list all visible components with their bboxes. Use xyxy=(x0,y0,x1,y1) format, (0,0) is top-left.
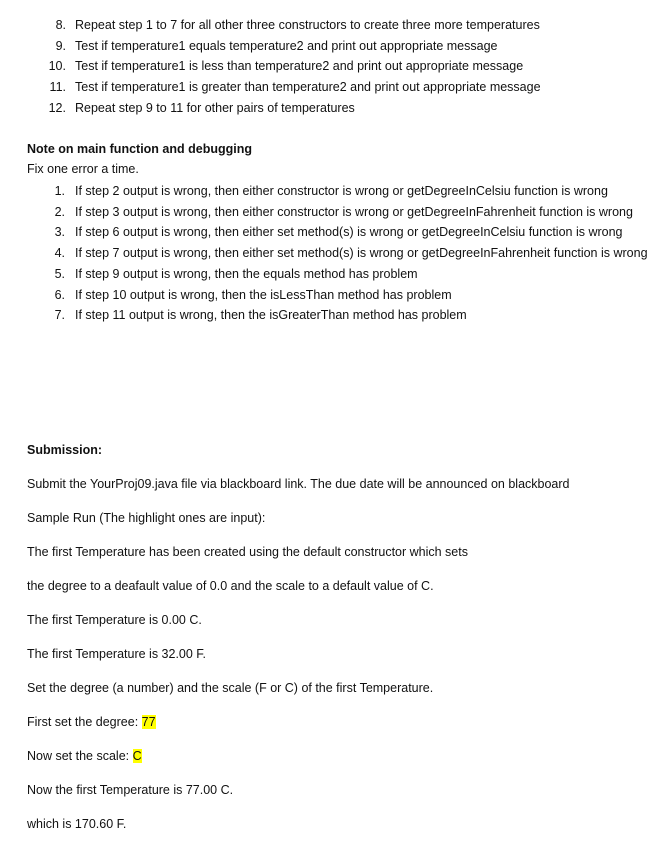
list-item-text: Test if temperature1 equals temperature2 and print out appropriate message xyxy=(75,38,498,53)
list-item-number: 7. xyxy=(54,308,65,323)
list-item-text: Repeat step 9 to 11 for other pairs of temperatures xyxy=(75,100,355,115)
list-item xyxy=(0,77,664,98)
list-item-number: 12. xyxy=(48,100,66,115)
sample-output-line: the degree to a deafault value of 0.0 and the scale to a default value of C. xyxy=(27,579,434,593)
submission-instruction: Submit the YourProj09.java file via blackboard link. The due date will be announced on blackboard xyxy=(27,477,570,491)
list-item-number: 11. xyxy=(49,80,66,95)
sample-output-line: The first Temperature is 0.00 C. xyxy=(27,613,202,627)
list-item-text: If step 10 output is wrong, then the isLessThan method has problem xyxy=(75,287,452,302)
notes-intro: Fix one error a time. xyxy=(27,162,139,176)
steps-list xyxy=(0,15,664,118)
list-item xyxy=(0,222,664,243)
list-item-number: 6. xyxy=(54,287,65,302)
list-item xyxy=(0,15,664,36)
list-item-number: 8. xyxy=(55,18,66,32)
list-item-number: 4. xyxy=(54,246,65,261)
sample-output-line: Now the first Temperature is 77.00 C. xyxy=(27,783,234,797)
list-item-text: If step 3 output is wrong, then either constructor is wrong or getDegreeInFahrenheit function is wrong xyxy=(75,204,633,219)
list-item xyxy=(0,181,664,202)
scale-input-highlight: C xyxy=(132,749,142,763)
sample-output-line: The first Temperature has been created using the default constructor which sets xyxy=(27,545,468,559)
scale-prompt-line xyxy=(27,749,142,763)
sample-output-line: which is 170.60 F. xyxy=(27,817,127,831)
list-item-text: If step 9 output is wrong, then the equals method has problem xyxy=(75,266,418,281)
sample-output-line: Set the degree (a number) and the scale (F or C) of the first Temperature. xyxy=(27,681,434,695)
list-item-number: 1. xyxy=(54,184,65,198)
list-item xyxy=(0,36,664,57)
degree-prompt: First set the degree: xyxy=(27,715,142,729)
list-item-text: Test if temperature1 is less than temperature2 and print out appropriate message xyxy=(75,59,524,74)
sample-run-intro: Sample Run (The highlight ones are input): xyxy=(27,511,266,525)
list-item-number: 10. xyxy=(48,59,66,74)
list-item-text: Repeat step 1 to 7 for all other three constructors to create three more temperatures xyxy=(75,18,540,32)
scale-prompt: Now set the scale: xyxy=(27,749,133,763)
list-item xyxy=(0,202,664,223)
submission-heading: Submission: xyxy=(27,443,103,457)
degree-input-highlight: 77 xyxy=(141,715,156,729)
list-item-text: Test if temperature1 is greater than temperature2 and print out appropriate message xyxy=(75,80,541,95)
list-item xyxy=(0,243,664,264)
list-item xyxy=(0,56,664,77)
notes-heading: Note on main function and debugging xyxy=(27,142,252,156)
list-item-number: 2. xyxy=(54,204,65,219)
list-item-number: 5. xyxy=(54,266,65,281)
list-item-text: If step 11 output is wrong, then the isGreaterThan method has problem xyxy=(75,308,467,323)
degree-prompt-line xyxy=(27,715,156,729)
list-item-number: 3. xyxy=(54,225,65,240)
list-item-text: If step 2 output is wrong, then either constructor is wrong or getDegreeInCelsiu function is wrong xyxy=(75,184,608,198)
list-item xyxy=(0,98,664,119)
list-item-number: 9. xyxy=(55,38,66,53)
notes-list xyxy=(0,181,664,326)
list-item xyxy=(0,285,664,306)
sample-output-line: The first Temperature is 32.00 F. xyxy=(27,647,207,661)
list-item xyxy=(0,264,664,285)
list-item-text: If step 6 output is wrong, then either set method(s) is wrong or getDegreeInCelsiu function is wrong xyxy=(75,225,623,240)
list-item xyxy=(0,305,664,326)
list-item-text: If step 7 output is wrong, then either set method(s) is wrong or getDegreeInFahrenheit function is wrong xyxy=(75,246,648,261)
